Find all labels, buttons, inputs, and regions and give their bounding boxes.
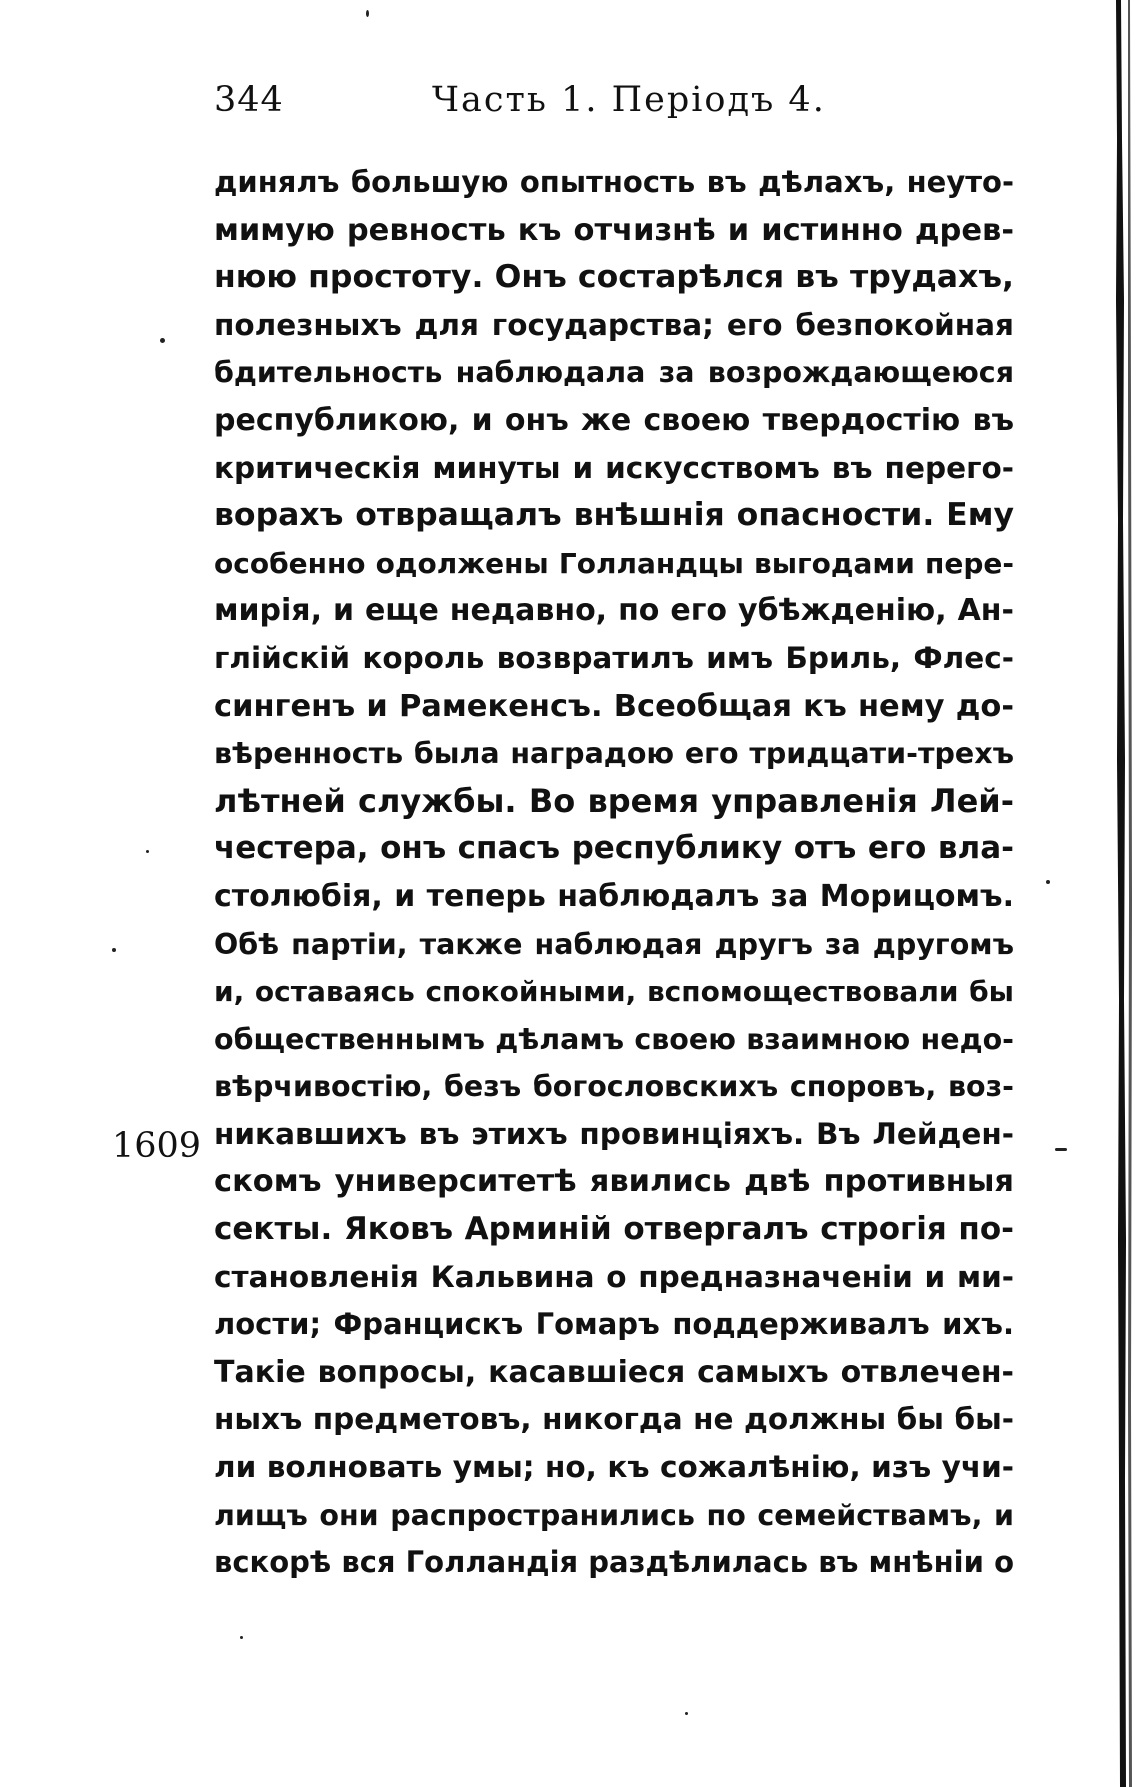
text-line: бдительность наблюдала за возрождающеюся xyxy=(214,356,1014,390)
text-line: особенно одолжены Голландцы выгодами пере- xyxy=(214,546,1014,580)
scan-speck xyxy=(1046,880,1050,884)
scan-speck xyxy=(112,948,116,952)
text-line: общественнымъ дѣламъ своею взаимною недо- xyxy=(214,1022,1014,1056)
scan-speck xyxy=(366,10,369,17)
text-line: честера, онъ спасъ республику отъ его вла- xyxy=(214,830,1014,867)
body-text xyxy=(214,159,1014,1587)
scan-speck xyxy=(685,1712,688,1715)
text-line: динялъ большую опытность въ дѣлахъ, неуто- xyxy=(214,165,1014,199)
text-line: лищъ они распространились по семействамъ, и xyxy=(214,1498,1014,1532)
text-line: и, оставаясь спокойными, вспомоществовали бы xyxy=(214,975,1014,1009)
text-line: мимую ревность къ отчизнѣ и истинно древ- xyxy=(214,212,1014,248)
text-line: Такіе вопросы, касавшіеся самыхъ отвлечен- xyxy=(214,1354,1014,1390)
text-line: никавшихъ въ этихъ провинціяхъ. Въ Лейден- xyxy=(214,1116,1014,1151)
text-line: лѣтней службы. Во время управленія Лей- xyxy=(214,781,1014,820)
text-line: критическія минуты и искусствомъ въ перего- xyxy=(214,450,1014,485)
text-line: лости; Францискъ Гомаръ поддерживалъ ихъ. xyxy=(214,1307,1014,1342)
page-header xyxy=(214,80,994,128)
text-line: секты. Яковъ Арминій отвергалъ строгія по- xyxy=(214,1211,1014,1248)
scan-speck xyxy=(160,338,165,343)
text-line: вѣренность была наградою его тридцати-трехъ xyxy=(214,737,1014,771)
text-line: глійскій король возвратилъ имъ Бриль, Флес- xyxy=(214,640,1014,675)
text-line: вскорѣ вся Голландія раздѣлилась въ мнѣніи о xyxy=(214,1545,1014,1580)
page-number: 344 xyxy=(214,80,284,120)
page-binding-edge xyxy=(1112,0,1134,1787)
running-head: Часть 1. Періодъ 4. xyxy=(432,80,826,120)
text-line: сингенъ и Рамекенсъ. Всеобщая къ нему до- xyxy=(214,688,1014,724)
text-line: республикою, и онъ же своею твердостію въ xyxy=(214,402,1014,438)
text-line: скомъ университетѣ явились двѣ противныя xyxy=(214,1164,1014,1200)
text-line: ныхъ предметовъ, никогда не должны бы бы- xyxy=(214,1402,1014,1437)
scan-speck xyxy=(240,1636,243,1639)
text-line: Обѣ партіи, также наблюдая другъ за другомъ xyxy=(214,927,1014,961)
margin-year-note: 1609 xyxy=(112,1126,202,1166)
text-line: ворахъ отвращалъ внѣшнія опасности. Ему xyxy=(214,497,1014,534)
text-line: полезныхъ для государства; его безпокойная xyxy=(214,307,1014,342)
text-line: становленія Кальвина о предназначеніи и ми- xyxy=(214,1259,1014,1294)
scan-speck xyxy=(146,850,149,853)
text-line: ли волновать умы; но, къ сожалѣнію, изъ учи- xyxy=(214,1450,1014,1485)
text-line: вѣрчивостію, безъ богословскихъ споровъ, воз- xyxy=(214,1070,1014,1104)
text-line: столюбія, и теперь наблюдалъ за Морицомъ. xyxy=(214,878,1014,914)
text-line: мирія, и еще недавно, по его убѣжденію, Ан- xyxy=(214,593,1014,629)
scan-speck xyxy=(1055,1148,1067,1151)
text-line: нюю простоту. Онъ состарѣлся въ трудахъ, xyxy=(214,259,1014,296)
